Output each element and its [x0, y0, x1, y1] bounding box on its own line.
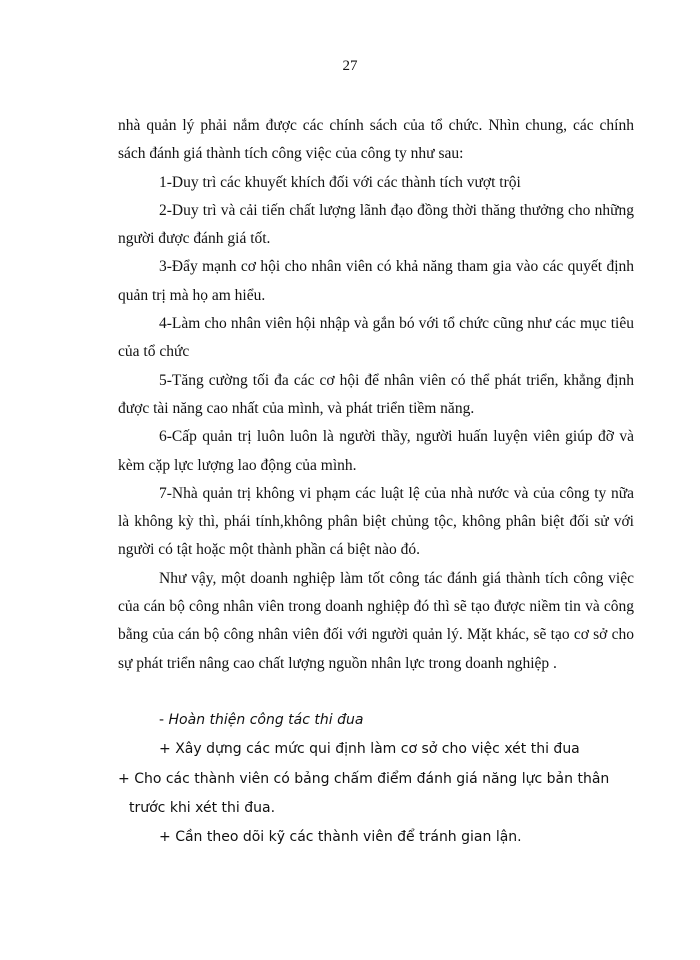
conclusion-paragraph: Như vậy, một doanh nghiệp làm tốt công tác đánh giá thành tích công việc của cán bộ công nhân viên trong doanh nghiệp đó thì sẽ tạo được niềm tin và công bằng của cán bộ công nhân viên đối với người quản lý. Mặt khác, sẽ tạo cơ sở cho sự phát triển nâng cao chất lượng nguồn nhân lực trong doanh nghiệp .: [118, 569, 634, 672]
emulation-section: [118, 706, 634, 852]
bullet-text: Xây dựng các mức qui định làm cơ sở cho việc xét thi đua: [175, 741, 580, 758]
policy-item: 2-Duy trì và cải tiến chất lượng lãnh đạo đồng thời thăng thưởng cho những người được đánh giá tốt.: [118, 201, 634, 248]
policy-list: [118, 169, 634, 565]
section-spacer: [118, 678, 634, 706]
bullet-mark: +: [159, 741, 171, 758]
policy-item: 5-Tăng cường tối đa các cơ hội để nhân viên có thể phát triển, khẳng định được tài năng cao nhất của mình, và phát triển tiềm năng.: [118, 371, 634, 417]
bullet-text: Cho các thành viên có bảng chấm điểm đánh giá năng lực bản thân trước khi xét thi đua.: [129, 770, 610, 816]
page-body: [118, 112, 634, 852]
intro-paragraph: nhà quản lý phải nắm được các chính sách của tổ chức. Nhìn chung, các chính sách đánh giá thành tích công việc của công ty như sau:: [118, 117, 634, 163]
heading-dash: -: [159, 711, 165, 728]
policy-item: 4-Làm cho nhân viên hội nhập và gắn bó với tổ chức cũng như các mục tiêu của tổ chức: [118, 315, 634, 361]
bullet-item: [118, 765, 634, 824]
policy-item: 6-Cấp quản trị luôn luôn là người thầy, người huấn luyện viên giúp đỡ và kèm cặp lực lượng lao động của mình.: [118, 428, 634, 474]
bullet-mark: +: [118, 770, 130, 787]
bullet-text: Cần theo dõi kỹ các thành viên để tránh gian lận.: [175, 829, 522, 846]
heading-text: Hoàn thiện công tác thi đua: [168, 711, 364, 728]
bullet-item: [118, 823, 634, 852]
section-heading: [118, 706, 634, 735]
policy-item: 7-Nhà quản trị không vi phạm các luật lệ của nhà nước và của công ty nữa là không kỳ thì, phái tính,không phân biệt chủng tộc, không phân biệt đối sử với người có tật hoặc một thành phần cá biệt nào đó.: [118, 484, 634, 559]
bullet-mark: +: [159, 829, 171, 846]
page-number: 27: [342, 58, 358, 74]
policy-item: 1-Duy trì các khuyết khích đối với các thành tích vượt trội: [159, 173, 521, 191]
policy-item: 3-Đẩy mạnh cơ hội cho nhân viên có khả năng tham gia vào các quyết định quản trị mà họ am hiểu.: [118, 258, 634, 304]
bullet-item: [118, 735, 634, 764]
